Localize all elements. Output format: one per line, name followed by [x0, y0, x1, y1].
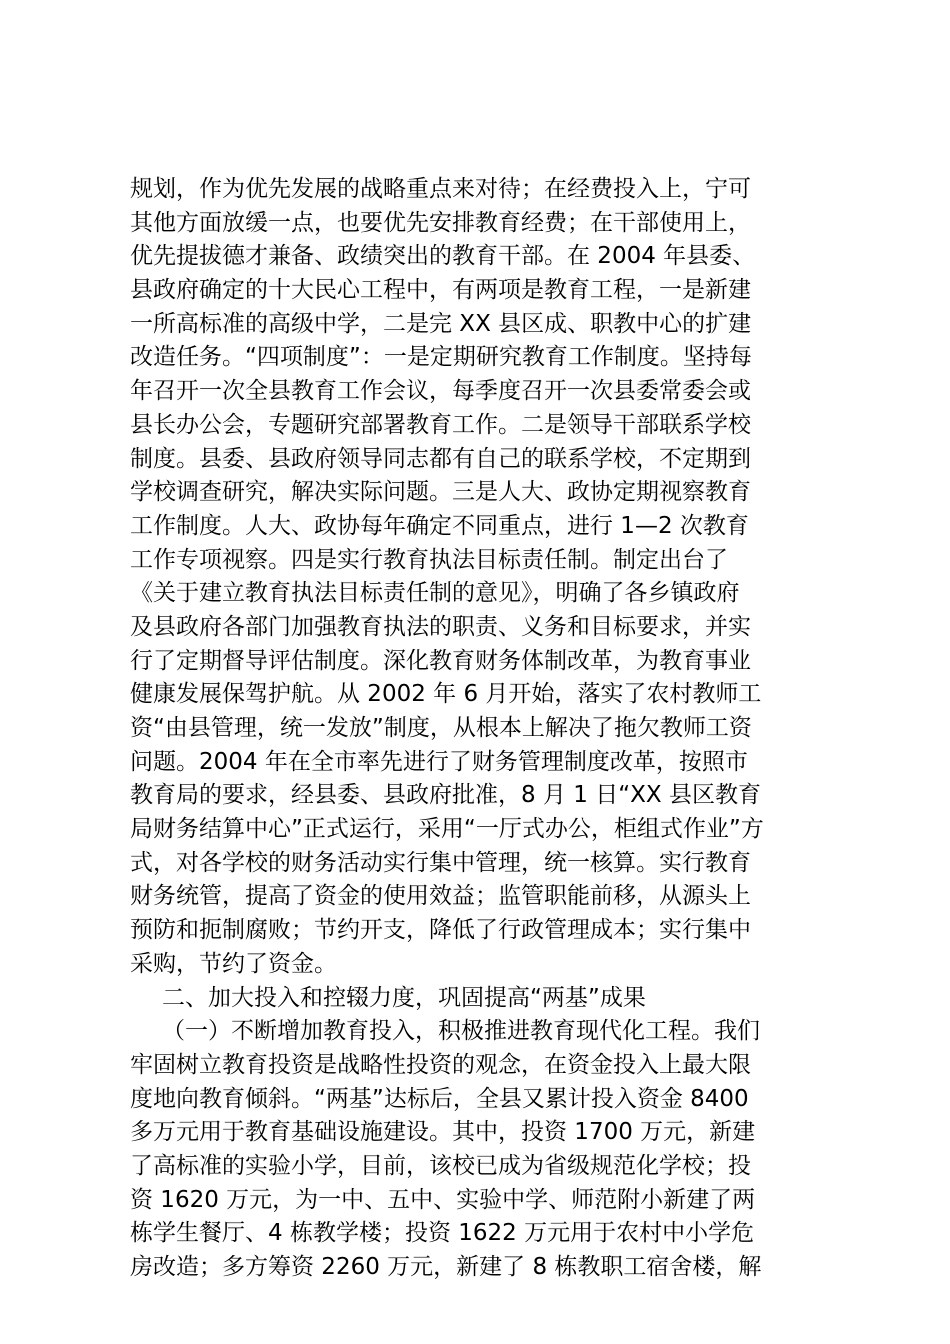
text-line: 优先提拔德才兼备、政绩突出的教育干部。在 2004 年县委、: [130, 243, 756, 270]
text-line: 学校调查研究，解决实际问题。三是人大、政协定期视察教育: [130, 479, 751, 506]
text-line: 问题。2004 年在全市率先进行了财务管理制度改革，按照市: [130, 748, 748, 775]
text-line: 度地向教育倾斜。“两基”达标后，全县又累计投入资金 8400: [130, 1085, 749, 1112]
text-line: 栋学生餐厅、4 栋教学楼；投资 1622 万元用于农村中小学危: [130, 1220, 755, 1247]
text-line: 资“由县管理，统一发放”制度，从根本上解决了拖欠教师工资: [130, 715, 752, 741]
text-line: 制度。县委、县政府领导同志都有自己的联系学校，不定期到: [130, 445, 751, 472]
text-line: 财务统管，提高了资金的使用效益；监管职能前移，从源头上: [130, 883, 751, 910]
text-line: 了高标准的实验小学，目前，该校已成为省级规范化学校；投: [130, 1152, 751, 1179]
text-line: 房改造；多方筹资 2260 万元，新建了 8 栋教职工宿舍楼，解: [130, 1254, 762, 1280]
body-text: [130, 173, 850, 1285]
text-line: 一所高标准的高级中学，二是完 XX 县区成、职教中心的扩建: [130, 310, 752, 337]
text-line: 其他方面放缓一点，也要优先安排教育经费；在干部使用上，: [130, 209, 751, 236]
text-line: 改造任务。“四项制度”：一是定期研究教育工作制度。坚持每: [130, 344, 752, 371]
text-line: 预防和扼制腐败；节约开支，降低了行政管理成本；实行集中: [130, 917, 751, 944]
text-line: 工作专项视察。四是实行教育执法目标责任制。制定出台了: [130, 546, 728, 573]
text-line: 多万元用于教育基础设施建设。其中，投资 1700 万元，新建: [130, 1119, 756, 1146]
text-line: 《关于建立教育执法目标责任制的意见》，明确了各乡镇政府: [130, 580, 740, 607]
text-line: 健康发展保驾护航。从 2002 年 6 月开始，落实了农村教师工: [130, 681, 762, 708]
text-line: 采购，节约了资金。: [130, 950, 337, 977]
text-line: 工作制度。人大、政协每年确定不同重点，进行 1—2 次教育: [130, 512, 749, 539]
text-line: 县政府确定的十大民心工程中，有两项是教育工程，一是新建: [130, 277, 751, 304]
section-heading: 二、加大投入和控辍力度，巩固提高“两基”成果: [162, 984, 646, 1011]
text-line: 局财务结算中心”正式运行，采用“一厅式办公，柜组式作业”方: [130, 816, 764, 843]
text-line: 教育局的要求，经县委、县政府批准，8 月 1 日“XX 县区教育: [130, 782, 761, 809]
text-line: 规划，作为优先发展的战略重点来对待；在经费投入上，宁可: [130, 176, 751, 202]
text-line: 牢固树立教育投资是战略性投资的观念，在资金投入上最大限: [130, 1051, 751, 1078]
text-line: 资 1620 万元，为一中、五中、实验中学、师范附小新建了两: [130, 1186, 756, 1213]
text-line: 行了定期督导评估制度。深化教育财务体制改革，为教育事业: [130, 647, 751, 674]
text-line: 县长办公会，专题研究部署教育工作。二是领导干部联系学校: [130, 411, 751, 438]
text-line: 式，对各学校的财务活动实行集中管理，统一核算。实行教育: [130, 849, 751, 876]
text-line: 年召开一次全县教育工作会议，每季度召开一次县委常委会或: [130, 378, 751, 405]
text-line: 及县政府各部门加强教育执法的职责、义务和目标要求，并实: [130, 613, 751, 640]
subsection-heading: （一）不断增加教育投入，积极推进教育现代化工程。我们: [162, 1018, 760, 1045]
